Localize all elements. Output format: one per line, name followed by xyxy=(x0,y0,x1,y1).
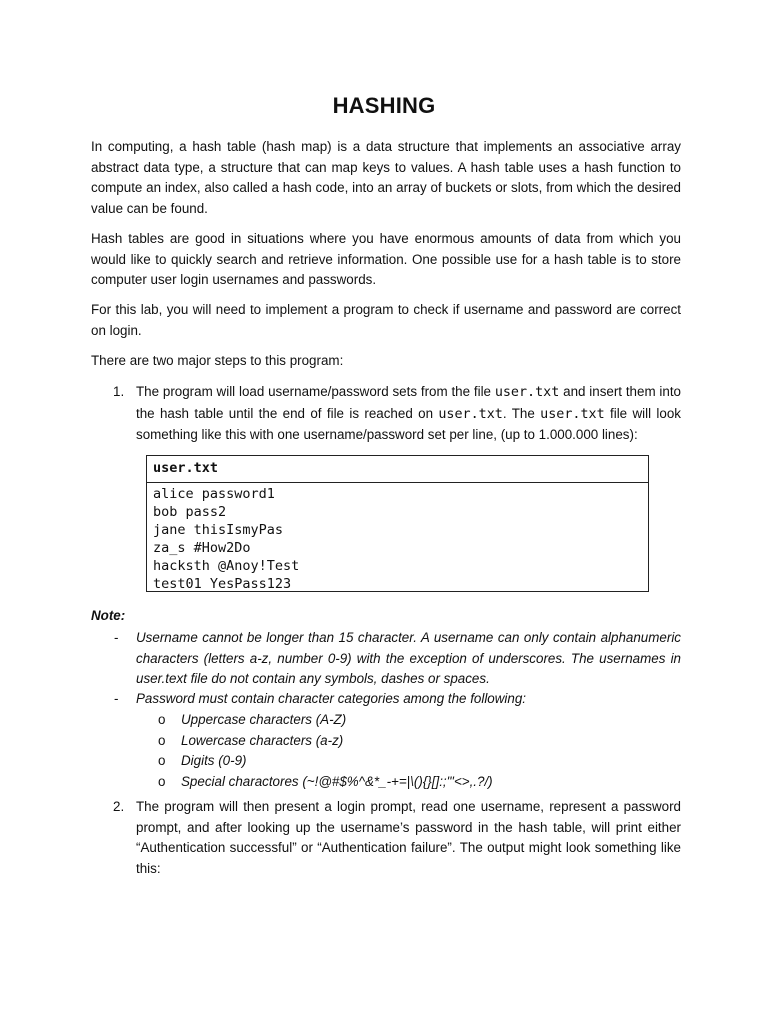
circle-bullet-icon: o xyxy=(158,753,166,768)
steps-intro-paragraph: There are two major steps to this program: xyxy=(91,353,344,368)
code-line: test01 YesPass123 xyxy=(153,576,292,592)
hash-table-use-paragraph: Hash tables are good in situations where you have enormous amounts of data from which you would like to quickly search and retrieve information. One possible use for a hash table is to store computer user login usernames and passwords. xyxy=(91,231,681,287)
filename-code: user.txt xyxy=(540,406,605,422)
note-item-password xyxy=(91,689,681,710)
code-line: bob pass2 xyxy=(153,504,227,520)
step-2 xyxy=(91,797,681,879)
page-title: HASHING xyxy=(332,93,436,118)
code-box-header: user.txt xyxy=(147,456,648,483)
password-category-item: o Special charactores (~!@#$%^&*_-+=|\(){}[]:;"'<>,.?/) xyxy=(158,772,493,793)
step-2-number: 2. xyxy=(113,799,125,814)
code-line: alice password1 xyxy=(153,486,275,502)
note-label: Note: xyxy=(91,608,126,623)
note-item-username xyxy=(91,628,681,690)
lab-task-paragraph: For this lab, you will need to implement a program to check if username and password are correct on login. xyxy=(91,302,681,338)
dash-bullet: - xyxy=(114,630,119,645)
code-line: hacksth @Anoy!Test xyxy=(153,558,300,574)
user-file-example-box xyxy=(146,455,649,592)
code-line: za_s #How2Do xyxy=(153,540,251,556)
step-1-text: The program will load username/password sets from the file user.txt and insert them into the hash table until the end of file is reached on user.txt. The user.txt file will look something like this with one username/password set per line, (up to 1.000.000 lines): xyxy=(136,384,682,442)
filename-code: user.txt xyxy=(438,406,503,422)
step-1-number: 1. xyxy=(113,384,125,399)
password-category-item: o Uppercase characters (A-Z) xyxy=(158,710,346,731)
code-box-lines xyxy=(147,483,648,595)
code-line: jane thisIsmyPas xyxy=(153,522,284,538)
circle-bullet-icon: o xyxy=(158,774,166,789)
password-category-item: o Digits (0-9) xyxy=(158,751,246,772)
step-2-text: The program will then present a login prompt, read one username, represent a password prompt, and after looking up the username’s password in the hash table, will print either “Authentication successful” or “Authentication failure”. The output might look something like this: xyxy=(136,799,681,876)
note-item-username-text: Username cannot be longer than 15 character. A username can only contain alphanumeric characters (letters a-z, number 0-9) with the exception of underscores. The usernames in user.text file do not contain any symbols, dashes or spaces. xyxy=(136,630,681,686)
intro-paragraph: In computing, a hash table (hash map) is a data structure that implements an associative array abstract data type, a structure that can map keys to values. A hash table uses a hash function to compute an index, also called a hash code, into an array of buckets or slots, from which the desired value can be found. xyxy=(91,139,681,216)
note-item-password-text: Password must contain character categories among the following: xyxy=(136,691,527,706)
circle-bullet-icon: o xyxy=(158,712,166,727)
filename-code: user.txt xyxy=(494,385,560,400)
circle-bullet-icon: o xyxy=(158,733,166,748)
step-1 xyxy=(91,382,681,446)
password-category-item: o Lowercase characters (a-z) xyxy=(158,731,343,752)
dash-bullet: - xyxy=(114,691,119,706)
